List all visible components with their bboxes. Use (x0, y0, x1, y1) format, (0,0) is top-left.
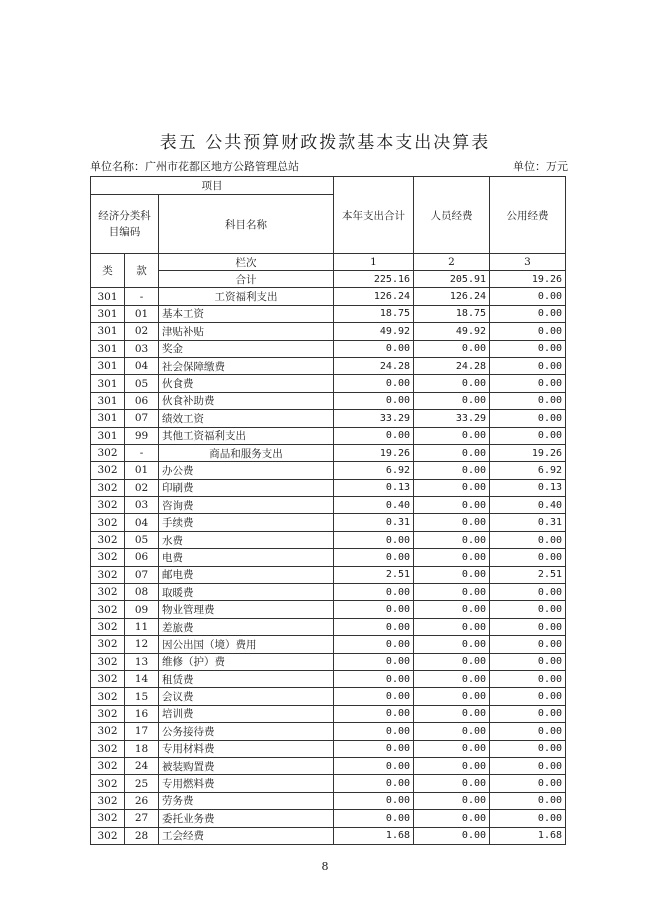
row-personnel: 0.00 (414, 392, 490, 409)
row-lei: 302 (91, 757, 125, 774)
row-personnel: 49.92 (414, 323, 490, 340)
row-kuan: 06 (125, 392, 159, 409)
header-personnel: 人员经费 (414, 177, 490, 254)
row-kuan: 02 (125, 479, 159, 496)
row-total: 0.00 (334, 757, 414, 774)
row-lei: 302 (91, 775, 125, 792)
row-subject-name: 工会经费 (159, 827, 334, 844)
row-total: 0.00 (334, 653, 414, 670)
table-row (91, 271, 566, 288)
row-subject-name: 租赁费 (159, 670, 334, 687)
unit-name: 单位名称：广州市花都区地方公路管理总站 (90, 160, 299, 173)
row-kuan: 17 (125, 723, 159, 740)
row-subject-name: 工资福利支出 (159, 288, 334, 305)
row-total: 0.00 (334, 392, 414, 409)
row-public: 0.00 (490, 410, 566, 427)
table-row (91, 531, 566, 548)
row-public: 0.00 (490, 653, 566, 670)
row-personnel: 0.00 (414, 375, 490, 392)
table-row (91, 305, 566, 322)
row-total: 0.00 (334, 810, 414, 827)
row-total: 0.00 (334, 688, 414, 705)
row-personnel: 0.00 (414, 688, 490, 705)
table-row (91, 740, 566, 757)
row-lei: 302 (91, 566, 125, 583)
row-total: 18.75 (334, 305, 414, 322)
row-personnel: 0.00 (414, 670, 490, 687)
row-subject-name: 合计 (159, 271, 334, 288)
row-personnel: 205.91 (414, 271, 490, 288)
row-public: 0.00 (490, 340, 566, 357)
table-row (91, 288, 566, 305)
table-row (91, 792, 566, 809)
header-col2: 2 (414, 254, 490, 271)
row-subject-name: 邮电费 (159, 566, 334, 583)
table-row (91, 705, 566, 722)
row-public: 0.00 (490, 601, 566, 618)
row-personnel: 0.00 (414, 566, 490, 583)
row-personnel: 0.00 (414, 497, 490, 514)
row-total: 0.00 (334, 618, 414, 635)
row-lei: 301 (91, 375, 125, 392)
row-kuan: 11 (125, 618, 159, 635)
row-subject-name: 因公出国（境）费用 (159, 636, 334, 653)
table-row (91, 670, 566, 687)
row-kuan: 02 (125, 323, 159, 340)
row-kuan: 28 (125, 827, 159, 844)
row-kuan: 05 (125, 531, 159, 548)
row-lei: 302 (91, 549, 125, 566)
row-personnel: 24.28 (414, 357, 490, 374)
row-total: 0.00 (334, 375, 414, 392)
row-personnel: 0.00 (414, 584, 490, 601)
header-lanci: 栏次 (159, 254, 334, 271)
row-lei: 302 (91, 618, 125, 635)
row-lei: 301 (91, 357, 125, 374)
row-public: 0.00 (490, 618, 566, 635)
row-total: 0.00 (334, 601, 414, 618)
unit-label: 单位：万元 (513, 160, 568, 173)
table-row (91, 566, 566, 583)
row-public: 0.00 (490, 392, 566, 409)
row-subject-name: 伙食费 (159, 375, 334, 392)
row-personnel: 0.00 (414, 601, 490, 618)
row-kuan: 25 (125, 775, 159, 792)
row-personnel: 0.00 (414, 653, 490, 670)
row-public: 19.26 (490, 444, 566, 461)
table-row (91, 410, 566, 427)
row-subject-name: 专用材料费 (159, 740, 334, 757)
row-personnel: 0.00 (414, 792, 490, 809)
row-public: 2.51 (490, 566, 566, 583)
row-total: 1.68 (334, 827, 414, 844)
row-kuan: 05 (125, 375, 159, 392)
row-personnel: 0.00 (414, 775, 490, 792)
table-row (91, 427, 566, 444)
row-subject-name: 手续费 (159, 514, 334, 531)
row-personnel: 0.00 (414, 479, 490, 496)
row-public: 0.00 (490, 323, 566, 340)
row-total: 33.29 (334, 410, 414, 427)
row-public: 0.00 (490, 775, 566, 792)
table-row (91, 375, 566, 392)
row-lei: 301 (91, 427, 125, 444)
row-subject-name: 委托业务费 (159, 810, 334, 827)
header-row-project (91, 177, 566, 195)
row-personnel: 0.00 (414, 618, 490, 635)
row-public: 0.00 (490, 740, 566, 757)
table-row (91, 340, 566, 357)
row-lei: 302 (91, 792, 125, 809)
table-row (91, 444, 566, 461)
row-kuan: 26 (125, 792, 159, 809)
row-total: 0.00 (334, 705, 414, 722)
table-row (91, 323, 566, 340)
row-personnel: 0.00 (414, 705, 490, 722)
row-subject-name: 取暖费 (159, 584, 334, 601)
table-row (91, 775, 566, 792)
row-subject-name: 奖金 (159, 340, 334, 357)
row-subject-name: 公务接待费 (159, 723, 334, 740)
row-total: 0.00 (334, 792, 414, 809)
row-lei: 301 (91, 410, 125, 427)
row-public: 0.13 (490, 479, 566, 496)
table-row (91, 601, 566, 618)
row-kuan: 09 (125, 601, 159, 618)
row-lei: 301 (91, 305, 125, 322)
row-subject-name: 印刷费 (159, 479, 334, 496)
row-lei: 302 (91, 653, 125, 670)
header-project: 项目 (91, 177, 334, 195)
row-total: 126.24 (334, 288, 414, 305)
row-lei: 302 (91, 827, 125, 844)
row-subject-name: 咨询费 (159, 497, 334, 514)
table-row (91, 827, 566, 844)
row-public: 0.00 (490, 375, 566, 392)
row-lei: 301 (91, 323, 125, 340)
row-public: 0.00 (490, 357, 566, 374)
row-subject-name: 社会保障缴费 (159, 357, 334, 374)
row-kuan: 07 (125, 410, 159, 427)
row-kuan: 04 (125, 357, 159, 374)
table-row (91, 618, 566, 635)
row-lei: 302 (91, 479, 125, 496)
row-public: 0.00 (490, 688, 566, 705)
row-public: 1.68 (490, 827, 566, 844)
row-lei: 301 (91, 288, 125, 305)
header-col3: 3 (490, 254, 566, 271)
row-kuan: - (125, 444, 159, 461)
row-public: 0.00 (490, 288, 566, 305)
table-row (91, 479, 566, 496)
row-kuan: - (125, 288, 159, 305)
row-kuan: 06 (125, 549, 159, 566)
row-public: 0.00 (490, 531, 566, 548)
row-public: 0.00 (490, 584, 566, 601)
row-kuan: 18 (125, 740, 159, 757)
row-total: 6.92 (334, 462, 414, 479)
page-title: 表五 公共预算财政拨款基本支出决算表 (159, 133, 491, 153)
row-public: 0.40 (490, 497, 566, 514)
row-lei: 301 (91, 392, 125, 409)
row-public: 0.00 (490, 305, 566, 322)
row-public: 0.00 (490, 549, 566, 566)
table-row (91, 688, 566, 705)
table-row (91, 810, 566, 827)
table-row (91, 653, 566, 670)
row-total: 0.00 (334, 549, 414, 566)
row-lei: 302 (91, 514, 125, 531)
row-lei: 302 (91, 810, 125, 827)
row-personnel: 0.00 (414, 740, 490, 757)
row-lei: 302 (91, 688, 125, 705)
row-lei: 302 (91, 531, 125, 548)
table-row (91, 514, 566, 531)
row-subject-name: 水费 (159, 531, 334, 548)
row-public: 19.26 (490, 271, 566, 288)
header-subject-name: 科目名称 (159, 195, 334, 254)
row-personnel: 0.00 (414, 340, 490, 357)
row-public: 6.92 (490, 462, 566, 479)
row-subject-name: 会议费 (159, 688, 334, 705)
row-subject-name: 电费 (159, 549, 334, 566)
row-lei: 302 (91, 670, 125, 687)
table-row (91, 357, 566, 374)
row-public: 0.00 (490, 810, 566, 827)
table-row (91, 549, 566, 566)
row-personnel: 0.00 (414, 462, 490, 479)
row-public: 0.00 (490, 636, 566, 653)
row-subject-name: 差旅费 (159, 618, 334, 635)
row-total: 2.51 (334, 566, 414, 583)
table-row (91, 723, 566, 740)
row-personnel: 0.00 (414, 810, 490, 827)
row-subject-name: 绩效工资 (159, 410, 334, 427)
row-total: 49.92 (334, 323, 414, 340)
row-total: 0.00 (334, 670, 414, 687)
row-public: 0.00 (490, 757, 566, 774)
row-subject-name: 被装购置费 (159, 757, 334, 774)
row-kuan: 13 (125, 653, 159, 670)
row-kuan: 08 (125, 584, 159, 601)
row-kuan: 24 (125, 757, 159, 774)
row-subject-name: 伙食补助费 (159, 392, 334, 409)
row-kuan: 14 (125, 670, 159, 687)
row-kuan: 12 (125, 636, 159, 653)
header-col1: 1 (334, 254, 414, 271)
row-total: 0.00 (334, 723, 414, 740)
row-kuan: 27 (125, 810, 159, 827)
row-lei: 302 (91, 601, 125, 618)
expenditure-table (90, 176, 566, 845)
row-kuan: 99 (125, 427, 159, 444)
row-public: 0.00 (490, 723, 566, 740)
row-subject-name: 专用燃料费 (159, 775, 334, 792)
row-personnel: 0.00 (414, 636, 490, 653)
table-row (91, 636, 566, 653)
row-total: 24.28 (334, 357, 414, 374)
row-public: 0.31 (490, 514, 566, 531)
row-kuan: 01 (125, 462, 159, 479)
row-total: 0.00 (334, 531, 414, 548)
row-personnel: 0.00 (414, 549, 490, 566)
table-row (91, 584, 566, 601)
row-public: 0.00 (490, 792, 566, 809)
header-row-lanci (91, 254, 566, 271)
row-lei: 302 (91, 636, 125, 653)
row-kuan: 16 (125, 705, 159, 722)
row-personnel: 18.75 (414, 305, 490, 322)
row-public: 0.00 (490, 705, 566, 722)
row-subject-name: 商品和服务支出 (159, 444, 334, 461)
row-total: 19.26 (334, 444, 414, 461)
row-subject-name: 津贴补贴 (159, 323, 334, 340)
row-kuan: 04 (125, 514, 159, 531)
header-lei: 类 (91, 254, 125, 288)
row-personnel: 126.24 (414, 288, 490, 305)
row-lei: 302 (91, 444, 125, 461)
header-total: 本年支出合计 (334, 177, 414, 254)
row-personnel: 33.29 (414, 410, 490, 427)
row-personnel: 0.00 (414, 723, 490, 740)
page-number: 8 (321, 860, 329, 873)
table-row (91, 462, 566, 479)
header-kuan: 款 (125, 254, 159, 288)
row-subject-name: 基本工资 (159, 305, 334, 322)
row-total: 0.00 (334, 636, 414, 653)
row-subject-name: 物业管理费 (159, 601, 334, 618)
row-total: 0.00 (334, 740, 414, 757)
table-row (91, 757, 566, 774)
table-row (91, 497, 566, 514)
row-total: 0.00 (334, 427, 414, 444)
row-subject-name: 维修（护）费 (159, 653, 334, 670)
row-personnel: 0.00 (414, 427, 490, 444)
row-kuan: 07 (125, 566, 159, 583)
table-row (91, 392, 566, 409)
row-total: 0.00 (334, 584, 414, 601)
row-kuan: 03 (125, 340, 159, 357)
row-public: 0.00 (490, 670, 566, 687)
row-lei: 302 (91, 584, 125, 601)
unit-info-row (90, 158, 568, 174)
row-subject-name: 劳务费 (159, 792, 334, 809)
row-subject-name: 培训费 (159, 705, 334, 722)
row-public: 0.00 (490, 427, 566, 444)
row-kuan: 01 (125, 305, 159, 322)
row-lei: 302 (91, 723, 125, 740)
row-personnel: 0.00 (414, 827, 490, 844)
row-subject-name: 办公费 (159, 462, 334, 479)
row-total: 225.16 (334, 271, 414, 288)
row-kuan: 03 (125, 497, 159, 514)
header-public: 公用经费 (490, 177, 566, 254)
row-lei: 302 (91, 705, 125, 722)
row-personnel: 0.00 (414, 514, 490, 531)
row-personnel: 0.00 (414, 444, 490, 461)
row-personnel: 0.00 (414, 531, 490, 548)
header-econ-code: 经济分类科目编码 (91, 195, 159, 254)
row-total: 0.00 (334, 340, 414, 357)
row-lei: 302 (91, 462, 125, 479)
row-subject-name: 其他工资福利支出 (159, 427, 334, 444)
row-total: 0.00 (334, 775, 414, 792)
row-lei: 302 (91, 497, 125, 514)
row-total: 0.40 (334, 497, 414, 514)
row-total: 0.31 (334, 514, 414, 531)
row-kuan: 15 (125, 688, 159, 705)
row-lei: 301 (91, 340, 125, 357)
row-lei: 302 (91, 740, 125, 757)
row-personnel: 0.00 (414, 757, 490, 774)
row-total: 0.13 (334, 479, 414, 496)
